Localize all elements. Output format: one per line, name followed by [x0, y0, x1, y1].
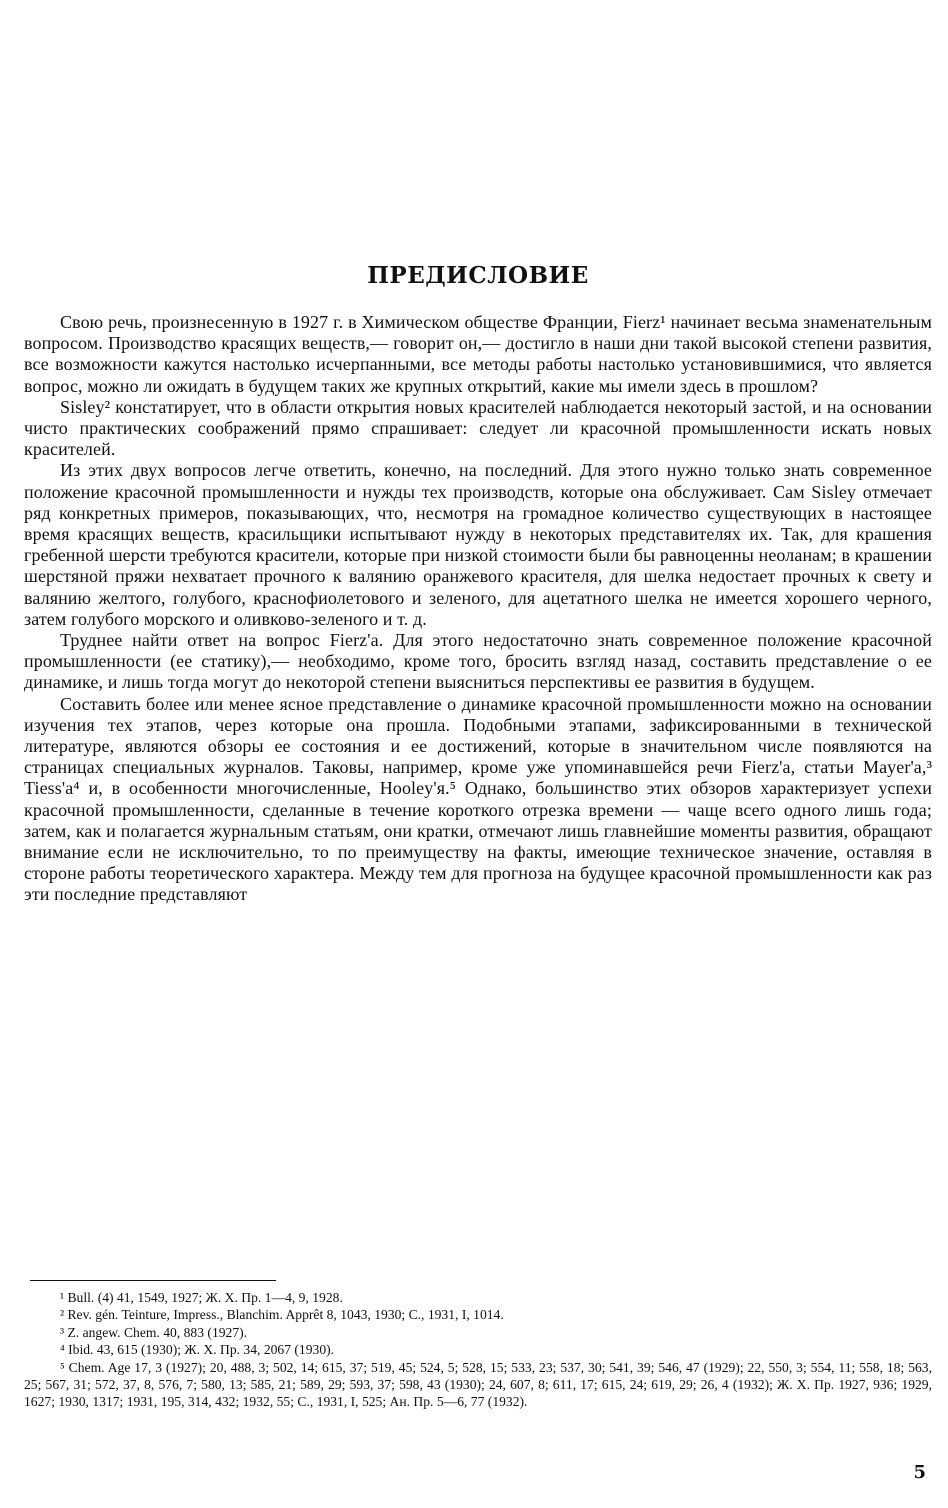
- page-title: ПРЕДИСЛОВИЕ: [367, 262, 589, 289]
- document-page: [24, 0, 932, 1508]
- footnote-1: ¹ Bull. (4) 41, 1549, 1927; Ж. Х. Пр. 1—4, 9, 1928.: [60, 1290, 343, 1305]
- paragraph-1: Свою речь, произнесенную в 1927 г. в Химическом обществе Франции, Fierz¹ начинает весьма знаменательным вопросом. Производство красящих веществ,— говорит он,— достигло в наши дни такой высокой степени развития, все возможности кажутся настолько исчерпанными, все методы работы настолько установившимися, что является вопрос, можно ли ожидать в будущем таких же крупных открытий, какие мы имели здесь в прошлом?: [24, 312, 932, 396]
- paragraph-3: Из этих двух вопросов легче ответить, конечно, на последний. Для этого нужно только знать современное положение красочной промышленности и нужды тех производств, которые она обслуживает. Сам Sisley отмечает ряд конкретных примеров, показывающих, что, несмотря на громадное количество существующих в настоящее время красящих веществ, красильщики испытывают нужду в некоторых представителях их. Так, для крашения гребенной шерсти требуются красители, которые при низкой стоимости были бы равноценны неоланам; в крашении шерстяной пряжи нехватает прочного к валянию оранжевого красителя, для шелка недостает прочных к свету и валянию желтого, голубого, краснофиолетового и зеленого, для ацетатного шелка не имеется хорошего черного, затем голубого морского и оливково-зеленого и т. д.: [24, 460, 932, 629]
- footnote-2: ² Rev. gén. Teinture, Impress., Blanchim. Apprêt 8, 1043, 1930; C., 1931, I, 1014.: [60, 1307, 504, 1323]
- footnote-3: ³ Z. angew. Chem. 40, 883 (1927).: [60, 1324, 248, 1340]
- paragraph-2: Sisley² констатирует, что в области открытия новых красителей наблюдается некоторый застой, и на основании чисто практических соображений прямо спрашивает: следует ли красочной промышленности искать новых красителей.: [24, 396, 932, 460]
- footnote-4: ⁴ Ibid. 43, 615 (1930); Ж. Х. Пр. 34, 2067 (1930).: [60, 1342, 335, 1358]
- footnote-5: ⁵ Chem. Age 17, 3 (1927); 20, 488, 3; 502, 14; 615, 37; 519, 45; 524, 5; 528, 15; 533, 23; 537, 30; 541, 39; 546, 47 (1929); 22, 550, 3; 554, 11; 558, 18; 563, 25; 567, 31; 572, 37, 8, 576, 7; 580, 13; 585, 21; 589, 29; 593, 37; 598, 43 (1930); 24, 607, 8; 611, 17; 615, 24; 619, 29; 26, 4 (1932); Ж. Х. Пр. 1927, 936; 1929, 1627; 1930, 1317; 1931, 195, 314, 432; 1932, 55; C., 1931, I, 525; Ан. Пр. 5—6, 77 (1932).: [24, 1359, 932, 1410]
- footnotes: [24, 1289, 932, 1411]
- paragraph-5: Составить более или менее ясное представление о динамике красочной промышленности можно на основании изучения тех этапов, через которые она прошла. Подобными этапами, зафиксированными в технической литературе, являются обзоры ее состояния и ее достижений, которые в значительном числе появляются на страницах специальных журналов. Таковы, например, кроме уже упоминавшейся речи Fierz'a, статьи Mayer'a,³ Tiess'a⁴ и, в особенности многочисленные, Hooley'я.⁵ Однако, большинство этих обзоров характеризует успехи красочной промышленности, сделанные в течение короткого отрезка времени — чаще всего одного лишь года; затем, как и полагается журнальным статьям, они кратки, отмечают лишь главнейшие моменты развития, обращают внимание если не исключительно, то по преимуществу на факты, имеющие техническое значение, оставляя в стороне работы теоретического характера. Между тем для прогноза на будущее красочной промышленности как раз эти последние представляют: [24, 693, 932, 905]
- preface-body: [24, 312, 932, 906]
- footnote-divider: [30, 1280, 276, 1281]
- paragraph-4: Труднее найти ответ на вопрос Fierz'a. Для этого недостаточно знать современное положение красочной промышленности (ее статику),— необходимо, кроме того, бросить взгляд назад, составить представление о ее динамике, и лишь тогда могут до некоторой степени выясниться перспективы ее развития в будущем.: [24, 630, 932, 693]
- page-number: 5: [913, 1462, 926, 1483]
